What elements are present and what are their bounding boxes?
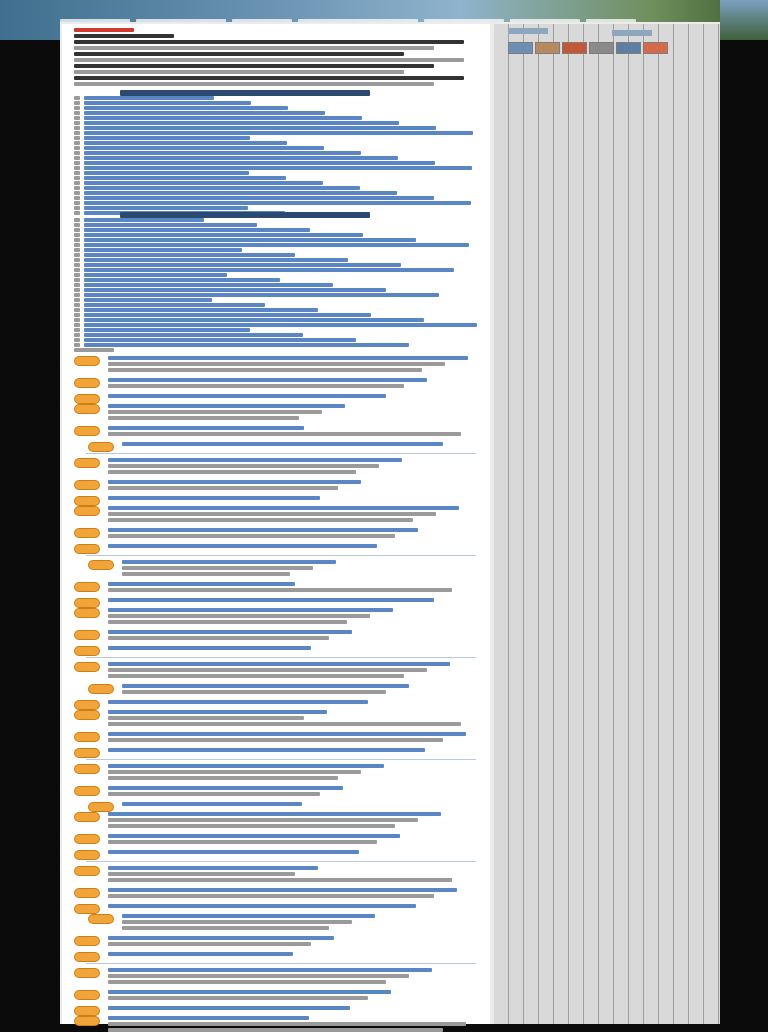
comment-bullet-icon[interactable]	[88, 560, 114, 570]
list-number	[74, 283, 80, 287]
list-number	[74, 258, 80, 262]
list-link[interactable]	[84, 121, 399, 125]
comment-text	[108, 588, 452, 592]
list-number	[74, 338, 80, 342]
header-scenery	[720, 0, 768, 40]
comment-text[interactable]	[108, 480, 361, 484]
comment-text	[122, 926, 329, 930]
comment-text	[108, 486, 338, 490]
sidebar-thumbnails	[508, 42, 668, 54]
list-link[interactable]	[84, 141, 287, 145]
comment-text	[108, 942, 311, 946]
list-number	[74, 101, 80, 105]
comment-text[interactable]	[108, 404, 345, 408]
comment-text[interactable]	[108, 1006, 350, 1010]
comment-text	[108, 410, 322, 414]
comment-text	[108, 974, 409, 978]
comment-text	[108, 738, 443, 742]
comment-text[interactable]	[108, 812, 441, 816]
list-number	[74, 268, 80, 272]
list-link[interactable]	[84, 338, 356, 342]
comment-text[interactable]	[108, 710, 327, 714]
sidebar-title[interactable]	[508, 28, 548, 34]
list-link[interactable]	[84, 343, 409, 347]
comment-bullet-icon[interactable]	[74, 506, 100, 516]
list-number	[74, 223, 80, 227]
comment-text	[108, 818, 418, 822]
comment-bullet-icon[interactable]	[74, 544, 100, 554]
comment-separator	[86, 759, 476, 760]
comment-text[interactable]	[108, 904, 416, 908]
list-number	[74, 191, 80, 195]
comment-bullet-icon[interactable]	[74, 1006, 100, 1016]
list-link[interactable]	[84, 201, 471, 205]
comment-text[interactable]	[108, 630, 352, 634]
intro-text	[74, 64, 434, 68]
comment-text	[108, 770, 361, 774]
comment-text[interactable]	[108, 834, 400, 838]
comment-text	[108, 470, 356, 474]
comment-bullet-icon[interactable]	[74, 710, 100, 720]
list-number	[74, 156, 80, 160]
comment-text	[108, 840, 377, 844]
comment-bullet-icon[interactable]	[74, 608, 100, 618]
list-link[interactable]	[84, 161, 435, 165]
list-link[interactable]	[84, 218, 204, 222]
comment-text[interactable]	[122, 560, 336, 564]
list-link[interactable]	[84, 166, 472, 170]
comment-text	[108, 432, 461, 436]
list-link[interactable]	[84, 248, 242, 252]
comment-bullet-icon[interactable]	[74, 458, 100, 468]
comment-bullet-icon[interactable]	[74, 968, 100, 978]
site-title[interactable]	[44, 2, 644, 14]
list-number	[74, 171, 80, 175]
list-link[interactable]	[84, 196, 434, 200]
list-number	[74, 303, 80, 307]
comment-text	[108, 996, 368, 1000]
comment-text	[108, 636, 329, 640]
comment-text[interactable]	[108, 662, 450, 666]
comment-bullet-icon[interactable]	[74, 646, 100, 656]
list-link[interactable]	[84, 258, 348, 262]
list-number	[74, 96, 80, 100]
comment-text[interactable]	[108, 506, 459, 510]
list-number	[74, 131, 80, 135]
list-number	[74, 243, 80, 247]
list-link[interactable]	[84, 126, 436, 130]
list-number	[74, 248, 80, 252]
comment-text	[108, 534, 395, 538]
intro-text	[74, 46, 434, 50]
list-link[interactable]	[84, 206, 248, 210]
comments-heading	[74, 348, 114, 352]
comment-text	[108, 464, 379, 468]
comment-bullet-icon[interactable]	[74, 732, 100, 742]
comment-text	[108, 1022, 466, 1026]
comment-text[interactable]	[108, 850, 359, 854]
comment-bullet-icon[interactable]	[74, 426, 100, 436]
list-link[interactable]	[84, 146, 324, 150]
comment-bullet-icon[interactable]	[74, 812, 100, 822]
list-link[interactable]	[84, 298, 212, 302]
list-link[interactable]	[84, 273, 227, 277]
list-link[interactable]	[84, 186, 360, 190]
list-number	[74, 263, 80, 267]
comment-text	[122, 572, 290, 576]
comment-text	[108, 512, 436, 516]
list-link[interactable]	[84, 313, 371, 317]
comment-text[interactable]	[108, 608, 393, 612]
comment-bullet-icon[interactable]	[74, 764, 100, 774]
comment-bullet-icon[interactable]	[74, 1016, 100, 1026]
intro-text	[74, 76, 464, 80]
list-number	[74, 206, 80, 210]
list-link[interactable]	[84, 238, 416, 242]
comment-text	[108, 878, 452, 882]
comment-text[interactable]	[108, 378, 427, 382]
list-number	[74, 151, 80, 155]
comment-bullet-icon[interactable]	[74, 952, 100, 962]
list-link[interactable]	[84, 171, 249, 175]
comment-bullet-icon[interactable]	[74, 936, 100, 946]
comment-bullet-icon[interactable]	[74, 904, 100, 914]
list-link[interactable]	[84, 191, 397, 195]
list-number	[74, 228, 80, 232]
comment-text	[108, 894, 434, 898]
thumbnail-image[interactable]	[535, 42, 560, 54]
list-number	[74, 136, 80, 140]
list-link[interactable]	[84, 101, 251, 105]
list-number	[74, 121, 80, 125]
list-link[interactable]	[84, 96, 214, 100]
list-number	[74, 278, 80, 282]
comment-separator	[86, 861, 476, 862]
comment-text[interactable]	[108, 968, 432, 972]
comment-text[interactable]	[108, 952, 293, 956]
comment-text	[108, 384, 404, 388]
thumbnail-image[interactable]	[643, 42, 668, 54]
list-link[interactable]	[84, 318, 424, 322]
comment-text	[122, 690, 386, 694]
comment-separator	[86, 963, 476, 964]
comment-text[interactable]	[122, 802, 302, 806]
list-number	[74, 146, 80, 150]
intro-text	[74, 28, 134, 32]
list-link[interactable]	[84, 151, 361, 155]
list-number	[74, 116, 80, 120]
comment-text[interactable]	[108, 426, 304, 430]
comment-text[interactable]	[108, 356, 468, 360]
list-link[interactable]	[84, 136, 250, 140]
list-link[interactable]	[84, 263, 401, 267]
list-number	[74, 176, 80, 180]
comment-text	[108, 1028, 443, 1032]
list-link[interactable]	[84, 328, 250, 332]
list-number	[74, 166, 80, 170]
list-number	[74, 293, 80, 297]
comment-text	[122, 566, 313, 570]
list-number	[74, 238, 80, 242]
intro-text	[74, 82, 434, 86]
list-number	[74, 328, 80, 332]
comment-bullet-icon[interactable]	[88, 914, 114, 924]
comment-text[interactable]	[108, 786, 343, 790]
list-link[interactable]	[84, 303, 265, 307]
list-link[interactable]	[84, 131, 473, 135]
list-number	[74, 343, 80, 347]
comment-text[interactable]	[108, 458, 402, 462]
list-number	[74, 186, 80, 190]
list-number	[74, 333, 80, 337]
comment-text	[108, 362, 445, 366]
comment-text[interactable]	[108, 888, 457, 892]
comment-text[interactable]	[108, 582, 295, 586]
comment-text[interactable]	[108, 1016, 309, 1020]
list-number	[74, 111, 80, 115]
comment-text	[108, 416, 299, 420]
list-number	[74, 141, 80, 145]
comment-text[interactable]	[108, 496, 320, 500]
list-number	[74, 313, 80, 317]
intro-text	[74, 52, 404, 56]
list-link[interactable]	[84, 106, 288, 110]
comment-text[interactable]	[108, 700, 368, 704]
list-link[interactable]	[84, 243, 469, 247]
list-link[interactable]	[84, 156, 398, 160]
comment-text[interactable]	[108, 748, 425, 752]
comment-text[interactable]	[108, 646, 311, 650]
comment-bullet-icon[interactable]	[74, 394, 100, 404]
list-link[interactable]	[84, 288, 386, 292]
comment-bullet-icon[interactable]	[74, 748, 100, 758]
comment-text[interactable]	[108, 544, 377, 548]
comment-text[interactable]	[108, 732, 466, 736]
comment-text	[108, 872, 295, 876]
comment-text[interactable]	[122, 442, 443, 446]
comment-text	[108, 620, 347, 624]
comment-bullet-icon[interactable]	[74, 786, 100, 796]
comment-text	[108, 368, 422, 372]
comment-separator	[86, 453, 476, 454]
comment-bullet-icon[interactable]	[88, 802, 114, 812]
comment-text	[108, 824, 395, 828]
comment-text[interactable]	[108, 990, 391, 994]
list-link[interactable]	[84, 283, 333, 287]
comment-text[interactable]	[108, 764, 384, 768]
list-number	[74, 201, 80, 205]
comment-text	[108, 792, 320, 796]
comment-bullet-icon[interactable]	[74, 850, 100, 860]
thumbnail-image[interactable]	[589, 42, 614, 54]
sidebar	[494, 24, 720, 1024]
list-link[interactable]	[84, 333, 303, 337]
list-link[interactable]	[84, 176, 286, 180]
comment-text	[108, 776, 338, 780]
comment-text[interactable]	[108, 528, 418, 532]
comment-text	[122, 920, 352, 924]
comment-text	[108, 518, 413, 522]
comment-bullet-icon[interactable]	[74, 582, 100, 592]
list-link[interactable]	[84, 323, 477, 327]
thumbnail-image[interactable]	[508, 42, 533, 54]
list-link[interactable]	[84, 233, 363, 237]
comment-text	[108, 614, 370, 618]
intro-text	[74, 70, 404, 74]
comment-text	[108, 722, 461, 726]
comment-separator	[86, 555, 476, 556]
comment-bullet-icon[interactable]	[74, 404, 100, 414]
list-link[interactable]	[84, 111, 325, 115]
list-link[interactable]	[84, 116, 362, 120]
comment-bullet-icon[interactable]	[74, 480, 100, 490]
list-number	[74, 218, 80, 222]
list-link[interactable]	[84, 181, 323, 185]
list-number	[74, 211, 80, 215]
comment-bullet-icon[interactable]	[74, 700, 100, 710]
list-link[interactable]	[84, 228, 310, 232]
comment-bullet-icon[interactable]	[74, 888, 100, 898]
list-link[interactable]	[84, 268, 454, 272]
comment-text[interactable]	[108, 866, 318, 870]
comment-bullet-icon[interactable]	[74, 496, 100, 506]
thumbnail-image[interactable]	[616, 42, 641, 54]
comment-text[interactable]	[108, 936, 334, 940]
comment-bullet-icon[interactable]	[74, 630, 100, 640]
list-number	[74, 273, 80, 277]
comment-bullet-icon[interactable]	[74, 528, 100, 538]
comment-text[interactable]	[122, 914, 375, 918]
intro-text	[74, 40, 464, 44]
comment-separator	[86, 657, 476, 658]
list-number	[74, 161, 80, 165]
comment-bullet-icon[interactable]	[74, 834, 100, 844]
list-number	[74, 323, 80, 327]
comment-text	[108, 674, 404, 678]
comment-bullet-icon[interactable]	[74, 378, 100, 388]
comment-bullet-icon[interactable]	[74, 990, 100, 1000]
list-number	[74, 106, 80, 110]
comment-bullet-icon[interactable]	[74, 866, 100, 876]
list-number	[74, 196, 80, 200]
comment-text[interactable]	[122, 684, 409, 688]
comment-bullet-icon[interactable]	[74, 356, 100, 366]
thumbnail-image[interactable]	[562, 42, 587, 54]
intro-text	[74, 34, 174, 38]
comment-text[interactable]	[108, 394, 386, 398]
intro-text	[74, 58, 464, 62]
comment-bullet-icon[interactable]	[74, 598, 100, 608]
list-number	[74, 288, 80, 292]
comment-bullet-icon[interactable]	[88, 684, 114, 694]
list-number	[74, 181, 80, 185]
list-number	[74, 126, 80, 130]
list-link[interactable]	[84, 278, 280, 282]
comment-text	[108, 716, 304, 720]
list-link[interactable]	[84, 293, 439, 297]
list-number	[74, 253, 80, 257]
sidebar-subtitle[interactable]	[612, 30, 652, 36]
list-link[interactable]	[84, 308, 318, 312]
list-link[interactable]	[84, 223, 257, 227]
comment-text	[108, 980, 386, 984]
list-number	[74, 308, 80, 312]
list-number	[74, 298, 80, 302]
list-link[interactable]	[84, 253, 295, 257]
comment-text	[108, 668, 427, 672]
list-number	[74, 233, 80, 237]
comment-bullet-icon[interactable]	[74, 662, 100, 672]
comment-bullet-icon[interactable]	[88, 442, 114, 452]
list-number	[74, 318, 80, 322]
comment-text[interactable]	[108, 598, 434, 602]
